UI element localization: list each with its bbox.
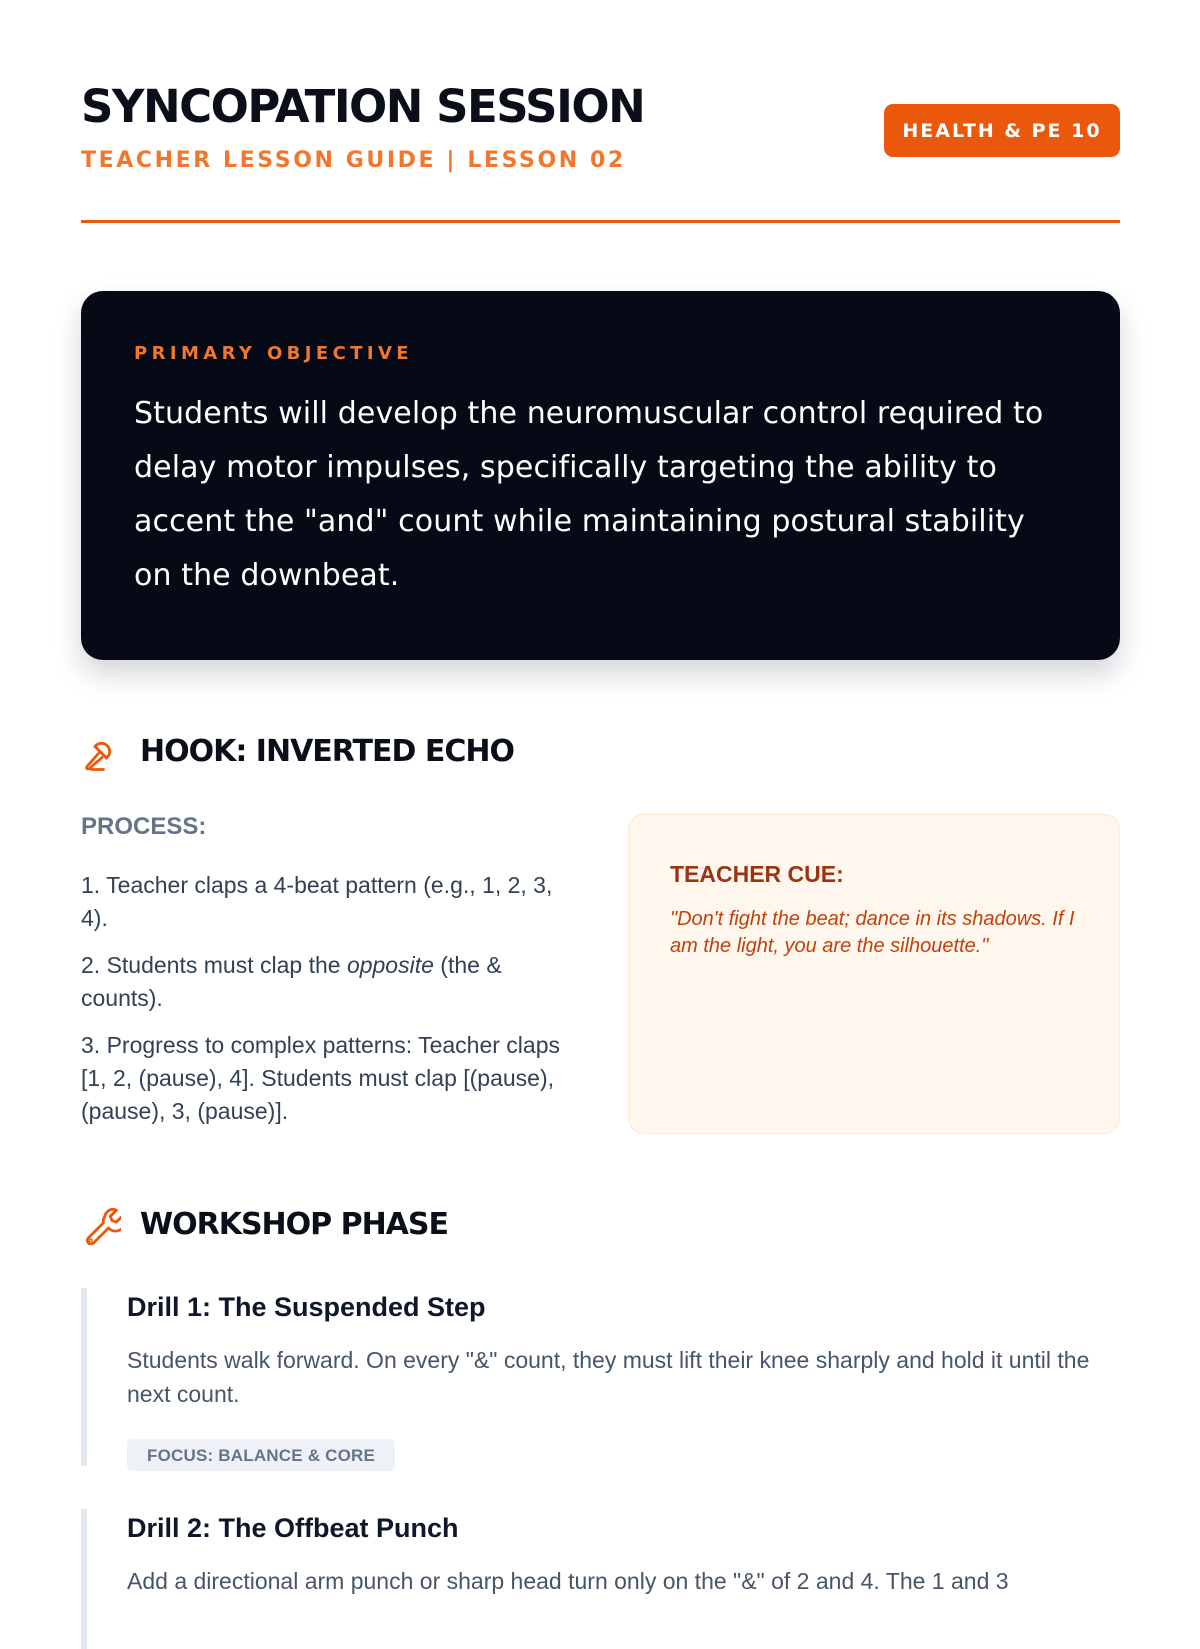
process-step-text: 1. Teacher claps a 4-beat pattern (e.g., 1, 2, 3, 4).	[81, 872, 553, 931]
drill-title: Drill 2: The Offbeat Punch	[127, 1513, 459, 1543]
teacher-cue-text: "Don't fight the beat; dance in its shadows. If I am the light, you are the silhouette."	[670, 908, 1075, 957]
drill-item	[81, 1288, 1120, 1466]
lesson-guide-page	[81, 0, 1120, 1600]
process-step-text: (the & counts).	[81, 952, 502, 1011]
drill-description: Add a directional arm punch or sharp head turn only on the "&" of 2 and 4. The 1 and 3	[127, 1568, 1009, 1594]
teacher-cue-label: TEACHER CUE:	[670, 861, 844, 887]
process-step	[81, 949, 581, 1015]
wrench-icon	[81, 1205, 121, 1245]
process-step-text: 3. Progress to complex patterns: Teacher claps [1, 2, (pause), 4]. Students must clap [(pause), (pause), 3, (pause)].	[81, 1032, 560, 1124]
workshop-title: WORKSHOP PHASE	[140, 1207, 449, 1242]
hook-section-heading	[81, 730, 514, 774]
drill-item	[81, 1509, 1120, 1649]
drill-title: Drill 1: The Suspended Step	[127, 1292, 486, 1322]
drill-focus-tag: FOCUS: BALANCE & CORE	[127, 1439, 395, 1471]
teacher-cue-box	[628, 814, 1120, 1134]
process-step	[81, 869, 581, 935]
page-subtitle: TEACHER LESSON GUIDE | LESSON 02	[81, 148, 626, 173]
objective-text: Students will develop the neuromuscular control required to delay motor impulses, specifically targeting the ability to accent the "and" count while maintaining postural stability on the downbeat.	[134, 396, 1044, 593]
process-step-text: 2. Students must clap the	[81, 952, 347, 978]
primary-objective-card	[81, 291, 1120, 660]
process-step	[81, 1029, 581, 1128]
course-badge: HEALTH & PE 10	[884, 104, 1120, 157]
hook-process	[81, 815, 581, 1142]
process-label: PROCESS:	[81, 813, 207, 840]
page-header	[81, 78, 1120, 223]
workshop-section-heading	[81, 1203, 448, 1247]
hook-title: HOOK: INVERTED ECHO	[140, 734, 514, 769]
page-title: SYNCOPATION SESSION	[81, 80, 645, 133]
drill-description: Students walk forward. On every "&" count, they must lift their knee sharply and hold it until the next count.	[127, 1347, 1090, 1407]
microphone-icon	[81, 732, 121, 772]
process-step-emphasis: opposite	[346, 952, 434, 978]
objective-label: PRIMARY OBJECTIVE	[134, 343, 413, 364]
